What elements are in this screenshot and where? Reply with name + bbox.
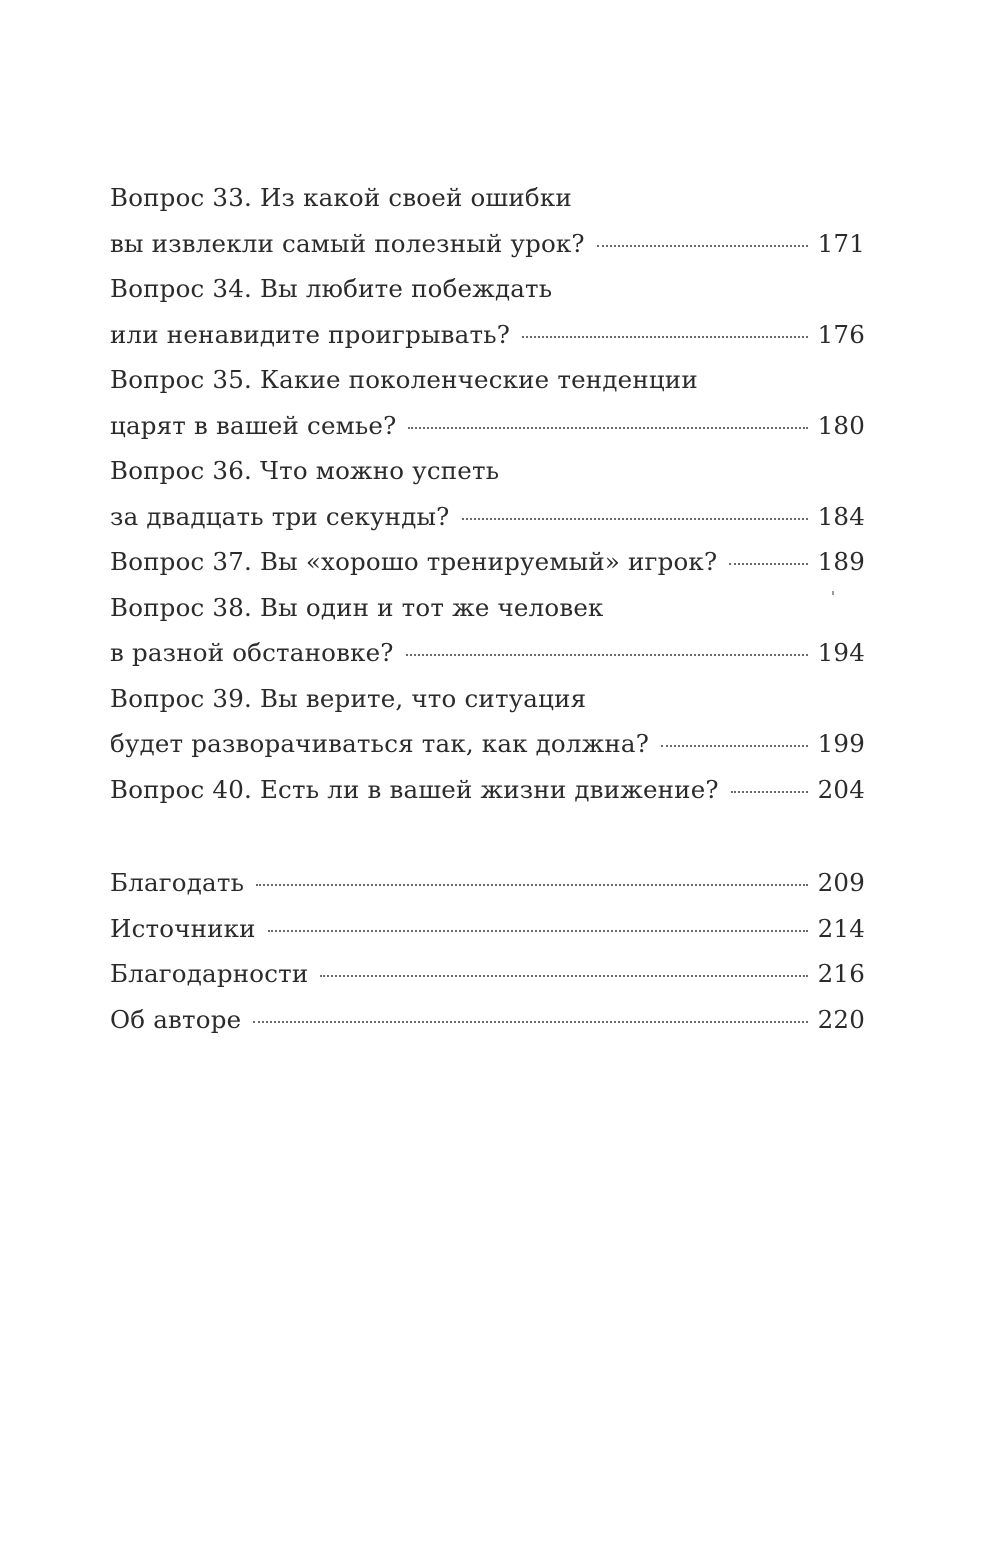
toc-entry-37[interactable] — [110, 544, 865, 590]
toc-entry-title-cont: или ненавидите проигрывать? — [110, 319, 511, 349]
toc-entry-sources[interactable] — [110, 911, 865, 957]
toc-entry-title: Вопрос 36. Что можно успеть — [110, 456, 500, 485]
toc-page-number: 176 — [817, 319, 865, 349]
toc-entry-35-line-2[interactable] — [110, 408, 865, 454]
toc-entry-grace[interactable] — [110, 865, 865, 911]
dot-leader — [406, 654, 808, 656]
dot-leader — [661, 745, 808, 747]
toc-entry-title: Об авторе — [110, 1004, 242, 1034]
toc-entry-title: Благодать — [110, 868, 245, 897]
dot-leader — [320, 975, 807, 977]
dot-leader — [522, 336, 808, 338]
scan-speck — [832, 591, 834, 595]
toc-page-number: 209 — [817, 868, 865, 897]
toc-entry-39-line-2[interactable] — [110, 726, 865, 772]
toc-entry-title: Вопрос 40. Есть ли в вашей жизни движение? — [110, 774, 719, 804]
toc-page-number: 180 — [817, 410, 865, 440]
toc-entry-title: Вопрос 35. Какие поколенческие тенденции — [110, 365, 698, 394]
table-of-contents — [110, 180, 865, 1047]
toc-entry-34-line-2[interactable] — [110, 317, 865, 363]
dot-leader — [256, 884, 807, 886]
toc-entry-acknowledgements[interactable] — [110, 956, 865, 1002]
dot-leader — [597, 245, 808, 247]
toc-entry-title: Вопрос 33. Из какой своей ошибки — [110, 183, 572, 212]
toc-entry-title: Вопрос 37. Вы «хорошо тренируемый» игрок? — [110, 547, 718, 576]
toc-entry-33-line-2[interactable] — [110, 226, 865, 272]
dot-leader — [253, 1021, 807, 1023]
toc-entry-38-line-2[interactable] — [110, 635, 865, 681]
toc-entry-36-line-1 — [110, 453, 865, 499]
toc-entry-about-author[interactable] — [110, 1002, 865, 1048]
toc-entry-title: Благодарности — [110, 959, 309, 988]
dot-leader — [731, 791, 808, 793]
toc-page-number: 216 — [817, 959, 865, 988]
toc-page-number: 189 — [817, 547, 865, 576]
toc-page-number: 171 — [817, 228, 865, 258]
toc-page-number: 220 — [817, 1004, 865, 1034]
toc-entry-38-line-1 — [110, 590, 865, 636]
toc-entry-36-line-2[interactable] — [110, 499, 865, 545]
toc-entry-title: Вопрос 38. Вы один и тот же человек — [110, 592, 604, 622]
dot-leader — [268, 930, 808, 932]
toc-entry-33-line-1 — [110, 180, 865, 226]
toc-page-number: 199 — [817, 729, 865, 758]
toc-entry-39-line-1 — [110, 681, 865, 727]
dot-leader — [462, 518, 808, 520]
toc-entry-40[interactable] — [110, 772, 865, 818]
toc-entry-title-cont: за двадцать три секунды? — [110, 501, 450, 531]
dot-leader — [729, 563, 807, 565]
toc-entry-title-cont: в разной обстановке? — [110, 638, 394, 667]
toc-page-number: 204 — [817, 774, 865, 804]
toc-page-number: 184 — [817, 501, 865, 531]
section-spacer — [110, 817, 865, 865]
toc-entry-title-cont: будет разворачиваться так, как должна? — [110, 729, 650, 758]
toc-entry-title: Вопрос 39. Вы верите, что ситуация — [110, 683, 587, 713]
toc-entry-34-line-1 — [110, 271, 865, 317]
toc-entry-title-cont: царят в вашей семье? — [110, 410, 397, 440]
toc-entry-title-cont: вы извлекли самый полезный урок? — [110, 228, 585, 258]
toc-entry-35-line-1 — [110, 362, 865, 408]
dot-leader — [408, 427, 807, 429]
toc-entry-title: Вопрос 34. Вы любите побеждать — [110, 274, 553, 303]
toc-entry-title: Источники — [110, 913, 256, 943]
toc-page-number: 194 — [817, 638, 865, 667]
toc-page-number: 214 — [817, 913, 865, 943]
